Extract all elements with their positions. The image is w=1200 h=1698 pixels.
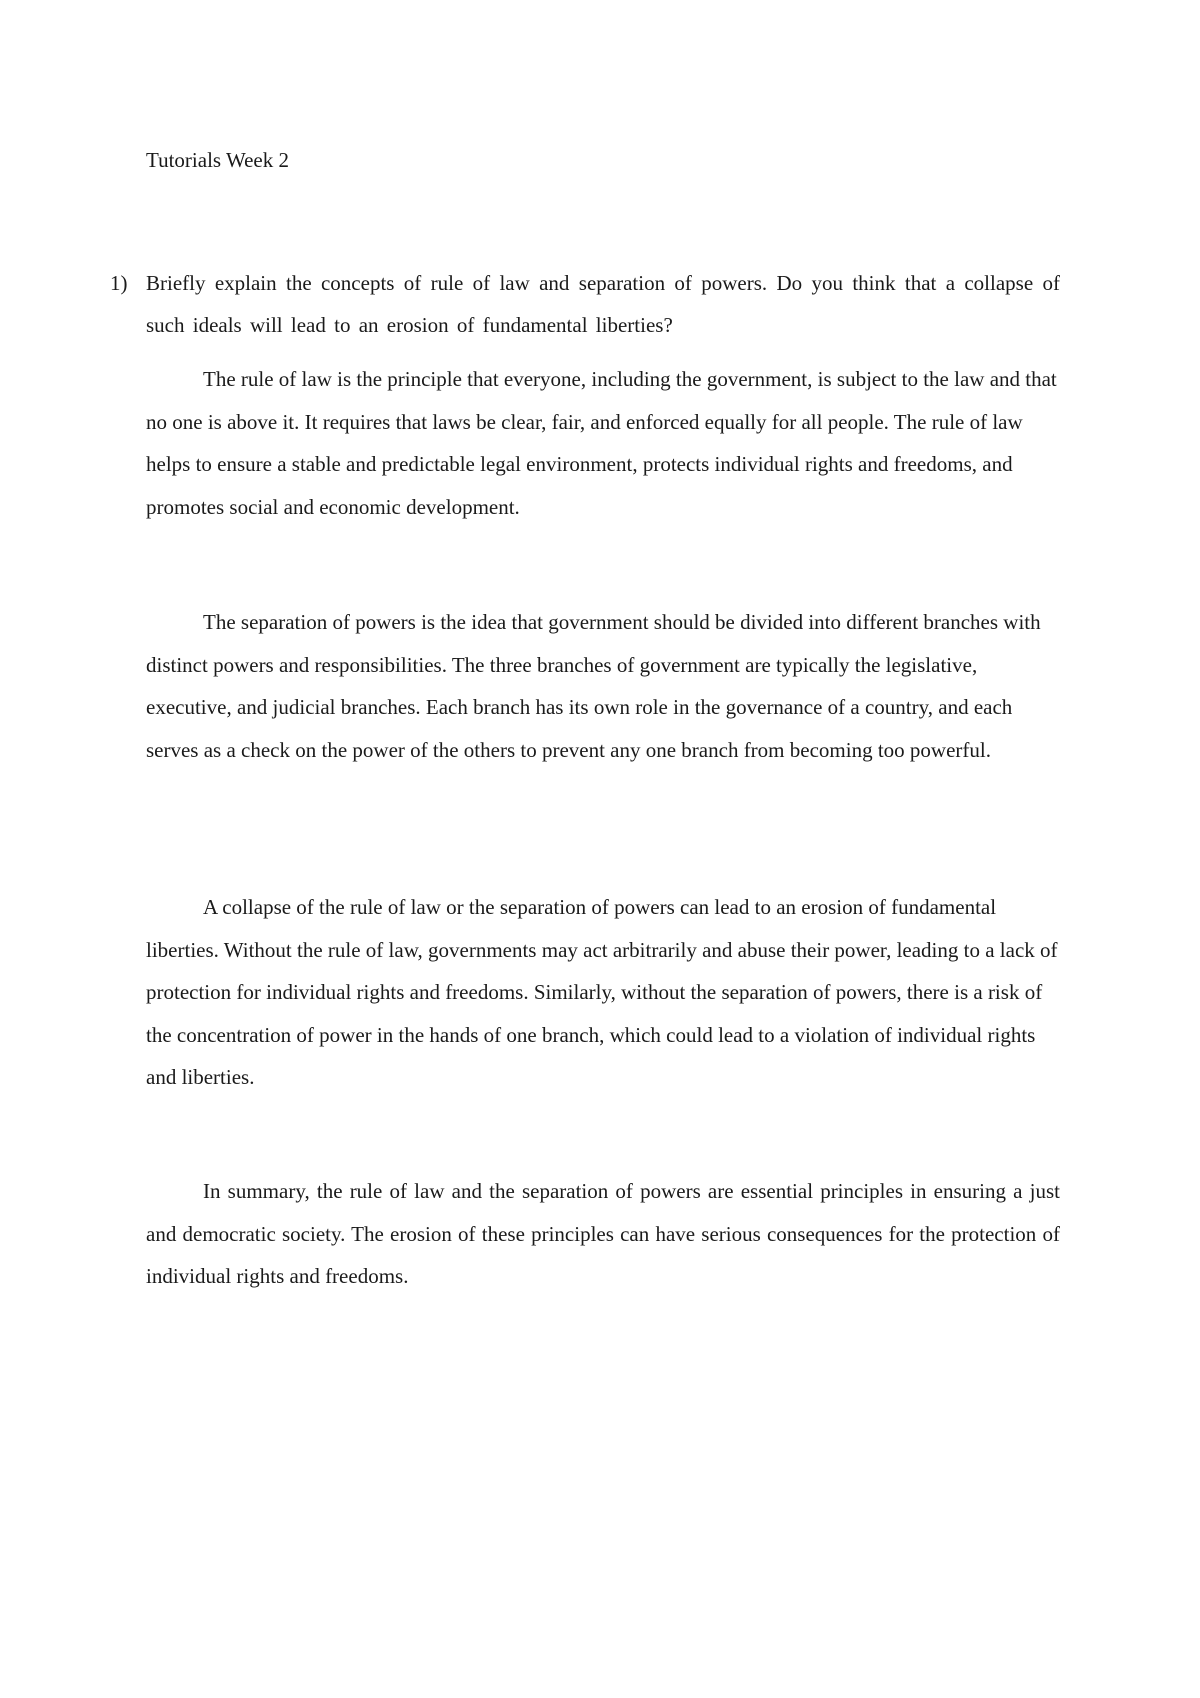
question-text: Briefly explain the concepts of rule of law and separation of powers. Do you think that a collapse of such ideals will lead to an erosion of fundamental liberties? bbox=[146, 271, 1060, 337]
answer-paragraph-summary: In summary, the rule of law and the separation of powers are essential principles in ensuring a just and democratic society. The erosion of these principles can have serious consequences for the protection of individual rights and freedoms. bbox=[146, 1179, 1060, 1288]
answer-paragraph-separation-of-powers: The separation of powers is the idea that government should be divided into different branches with distinct powers and responsibilities. The three branches of government are typically the legislative, executive, and judicial branches. Each branch has its own role in the governance of a country, and each serves as a check on the power of the others to prevent any one branch from becoming too powerful. bbox=[146, 610, 1041, 762]
question-number: 1) bbox=[110, 271, 128, 295]
document-title: Tutorials Week 2 bbox=[146, 148, 289, 172]
answer-paragraph-collapse: A collapse of the rule of law or the separation of powers can lead to an erosion of fundamental liberties. Without the rule of law, governments may act arbitrarily and abuse their power, leading to a lack of protection for individual rights and freedoms. Similarly, without the separation of powers, there is a risk of the concentration of power in the hands of one branch, which could lead to a violation of individual rights and liberties. bbox=[146, 895, 1058, 1089]
answer-paragraph-rule-of-law: The rule of law is the principle that everyone, including the government, is subject to the law and that no one is above it. It requires that laws be clear, fair, and enforced equally for all people. The rule of law helps to ensure a stable and predictable legal environment, protects individual rights and freedoms, and promotes social and economic development. bbox=[146, 367, 1057, 519]
question-item bbox=[110, 262, 1060, 346]
